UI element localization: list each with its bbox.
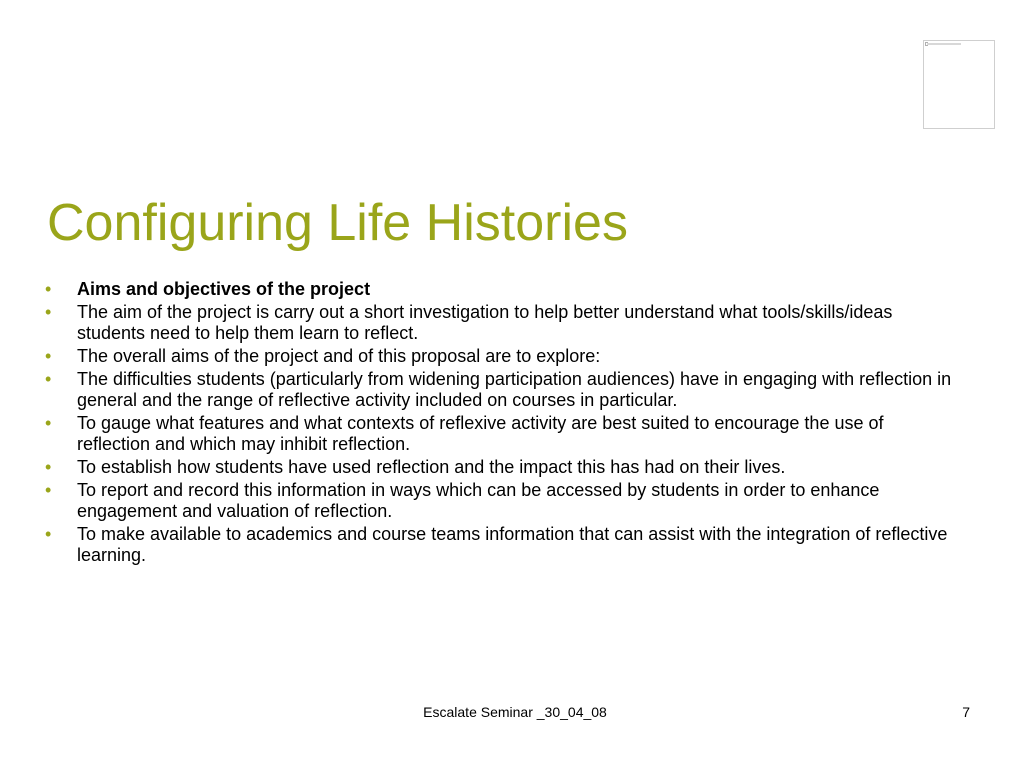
list-item — [44, 480, 954, 522]
bullet-list — [44, 279, 954, 568]
bullet-icon: • — [45, 524, 52, 544]
bullet-icon: • — [45, 413, 52, 433]
list-item — [44, 524, 954, 566]
bullet-text: The difficulties students (particularly from widening participation audiences) have in engaging with reflection in general and the range of reflective activity included on courses in particular. — [77, 369, 952, 410]
list-item — [44, 346, 954, 367]
thumbnail-text-line — [927, 43, 961, 45]
list-item — [44, 302, 954, 344]
bullet-text: The overall aims of the project and of this proposal are to explore: — [77, 346, 601, 366]
bullet-text: To report and record this information in ways which can be accessed by students in order to enhance engagement and valuation of reflection. — [77, 480, 880, 521]
bullet-text: To establish how students have used reflection and the impact this has had on their lives. — [77, 457, 786, 477]
list-item — [44, 457, 954, 478]
list-item — [44, 369, 954, 411]
list-item — [44, 413, 954, 455]
bullet-text: The aim of the project is carry out a short investigation to help better understand what tools/skills/ideas students need to help them learn to reflect. — [77, 302, 893, 343]
bullet-icon: • — [45, 302, 52, 322]
bullet-text: To make available to academics and course teams information that can assist with the integration of reflective learning. — [77, 524, 948, 565]
bullet-icon: • — [45, 346, 52, 366]
bullet-icon: • — [45, 480, 52, 500]
page-number: 7 — [962, 704, 970, 720]
document-thumbnail-icon — [923, 40, 995, 129]
list-item — [44, 279, 954, 300]
bullet-icon: • — [45, 457, 52, 477]
footer-text: Escalate Seminar _30_04_08 — [423, 704, 607, 720]
bullet-text: To gauge what features and what contexts of reflexive activity are best suited to encourage the use of reflection and which may inhibit reflection. — [77, 413, 884, 454]
bullet-text: Aims and objectives of the project — [77, 279, 371, 299]
bullet-icon: • — [45, 369, 52, 389]
slide-title: Configuring Life Histories — [47, 194, 628, 252]
bullet-icon: • — [45, 279, 52, 299]
